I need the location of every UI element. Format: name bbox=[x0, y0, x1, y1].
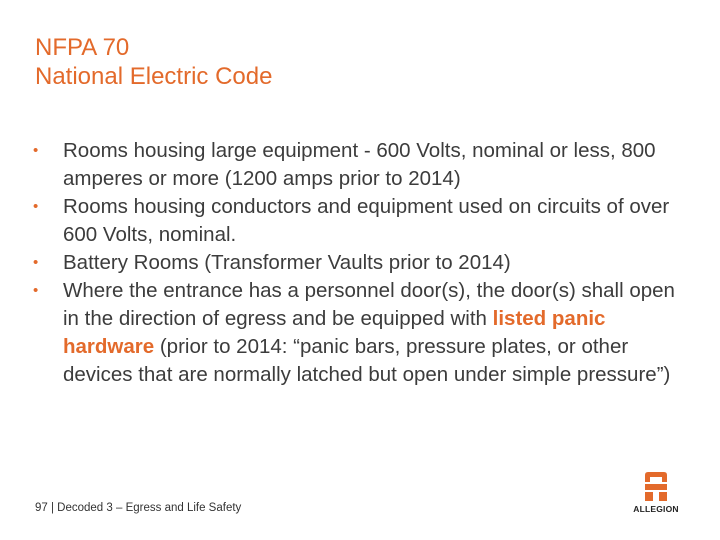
bullet-item bbox=[33, 193, 693, 249]
bullet-dot-icon: • bbox=[33, 254, 39, 271]
bullet-dot-icon: • bbox=[33, 142, 39, 159]
bullet-text: Battery Rooms (Transformer Vaults prior to 2014) bbox=[63, 251, 511, 274]
bullet-list bbox=[33, 137, 693, 389]
bullet-highlight: listed panic hardware bbox=[63, 307, 606, 358]
title-line-2: National Electric Code bbox=[35, 63, 273, 90]
bullet-item bbox=[33, 277, 693, 389]
bullet-text-after: (prior to 2014: “panic bars, pressure plates, or other devices that are normally latched but open under simple pressure”) bbox=[63, 335, 671, 386]
slide-footer: 97 | Decoded 3 – Egress and Life Safety bbox=[35, 502, 242, 514]
slide-title bbox=[35, 33, 635, 91]
bullet-item bbox=[33, 249, 693, 277]
bullet-text: Rooms housing large equipment - 600 Volts, nominal or less, 800 amperes or more (1200 amps prior to 2014) bbox=[63, 139, 656, 190]
bullet-text: Rooms housing conductors and equipment used on circuits of over 600 Volts, nominal. bbox=[63, 195, 670, 246]
bullet-item bbox=[33, 137, 693, 193]
bullet-dot-icon: • bbox=[33, 282, 39, 299]
allegion-logo-icon bbox=[642, 470, 670, 502]
bullet-text-before: Where the entrance has a personnel door(s), the door(s) shall open in the direction of egress and be equipped with bbox=[63, 279, 675, 330]
logo-wordmark: ALLEGION bbox=[633, 504, 679, 514]
bullet-dot-icon: • bbox=[33, 198, 39, 215]
allegion-logo bbox=[625, 470, 687, 518]
title-line-1: NFPA 70 bbox=[35, 34, 130, 61]
